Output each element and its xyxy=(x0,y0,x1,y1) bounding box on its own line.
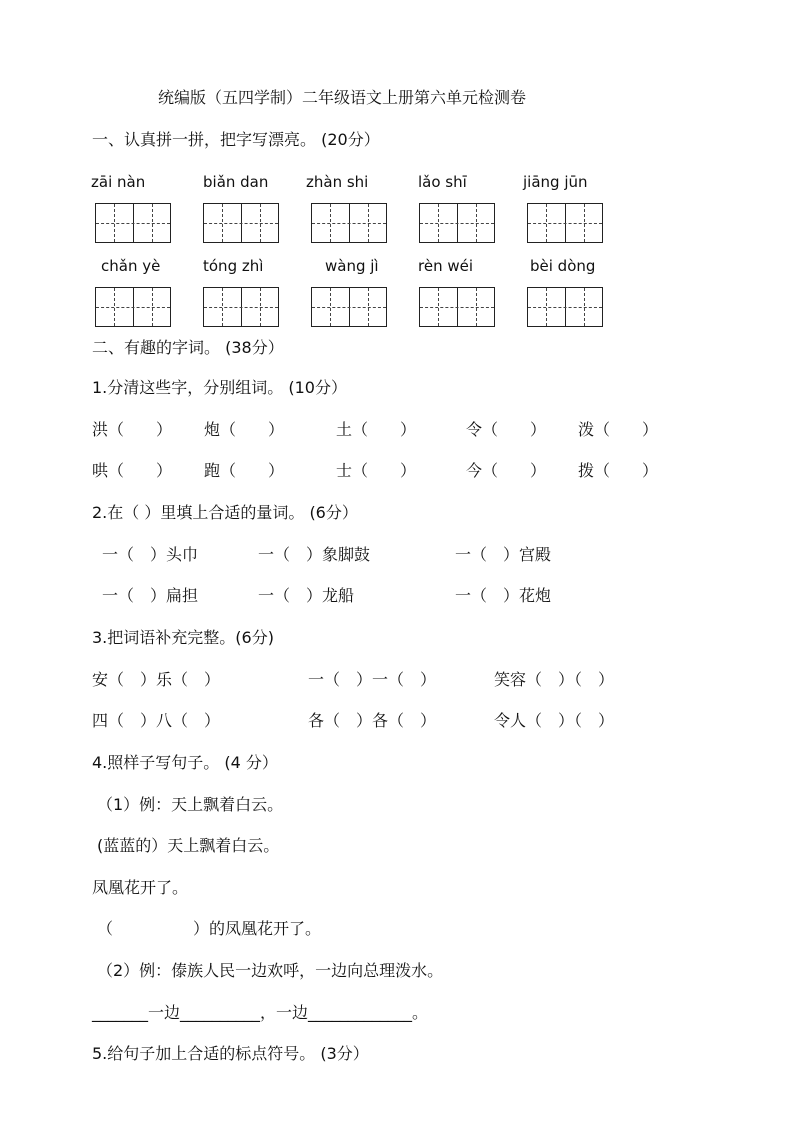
question-heading: 2.在（ ）里填上合适的量词。 (6分） xyxy=(92,503,358,522)
question-heading: 5.给句子加上合适的标点符号。 (3分） xyxy=(92,1044,369,1063)
writing-grid[interactable] xyxy=(95,287,171,327)
writing-grid[interactable] xyxy=(311,287,387,327)
pinyin-label: lǎo shī xyxy=(418,173,467,191)
measure-word-item: 一（ ）宫殿 xyxy=(455,545,552,564)
question-heading: 4.照样子写句子。 (4 分） xyxy=(92,753,278,772)
pinyin-label: biǎn dan xyxy=(203,173,269,191)
idiom-item: 安（ ）乐（ ） xyxy=(92,670,221,689)
word-item: 洪（ ） xyxy=(92,420,173,439)
word-item: 泼（ ） xyxy=(578,420,659,439)
question-heading: 1.分清这些字，分别组词。 (10分） xyxy=(92,378,347,397)
measure-word-item: 一（ ）象脚鼓 xyxy=(258,545,371,564)
writing-grid[interactable] xyxy=(311,203,387,243)
word-item: 令（ ） xyxy=(466,420,547,439)
writing-grid[interactable] xyxy=(527,287,603,327)
writing-grid[interactable] xyxy=(419,203,495,243)
pinyin-label: wàng jì xyxy=(325,257,379,275)
measure-word-item: 一（ ）花炮 xyxy=(455,586,552,605)
pinyin-label: rèn wéi xyxy=(418,257,474,275)
page-title: 统编版（五四学制）二年级语文上册第六单元检测卷 xyxy=(158,88,527,107)
pinyin-label: zāi nàn xyxy=(91,173,146,191)
writing-grid[interactable] xyxy=(203,287,279,327)
writing-grid[interactable] xyxy=(203,203,279,243)
idiom-item: 令人（ ）（ ） xyxy=(494,711,615,730)
section2-heading: 二、有趣的字词。 (38分） xyxy=(92,338,284,357)
pinyin-label: chǎn yè xyxy=(101,257,161,275)
word-item: 哄（ ） xyxy=(92,461,173,480)
measure-word-item: 一（ ）扁担 xyxy=(102,586,199,605)
pinyin-label: zhàn shi xyxy=(306,173,369,191)
writing-grid[interactable] xyxy=(527,203,603,243)
measure-word-item: 一（ ）头巾 xyxy=(102,545,199,564)
fill-blank-sentence[interactable]: （ ）的凤凰花开了。 xyxy=(97,919,322,938)
example-prompt: 凤凰花开了。 xyxy=(92,878,189,897)
word-item: 今（ ） xyxy=(466,461,547,480)
word-item: 跑（ ） xyxy=(204,461,285,480)
word-item: 土（ ） xyxy=(336,420,417,439)
pinyin-label: tóng zhì xyxy=(203,257,264,275)
fill-blank-sentence[interactable]: _______一边__________，一边_____________。 xyxy=(92,1003,429,1022)
idiom-item: 一（ ）一（ ） xyxy=(308,670,437,689)
pinyin-label: jiāng jūn xyxy=(523,173,588,191)
idiom-item: 四（ ）八（ ） xyxy=(92,711,221,730)
example-answer: (蓝蓝的）天上飘着白云。 xyxy=(97,836,280,855)
word-item: 拨（ ） xyxy=(578,461,659,480)
question-heading: 3.把词语补充完整。(6分) xyxy=(92,628,274,647)
writing-grid[interactable] xyxy=(419,287,495,327)
example-label: （1）例：天上飘着白云。 xyxy=(97,795,284,814)
writing-grid[interactable] xyxy=(95,203,171,243)
idiom-item: 笑容（ ）（ ） xyxy=(494,670,615,689)
pinyin-label: bèi dòng xyxy=(530,257,596,275)
idiom-item: 各（ ）各（ ） xyxy=(308,711,437,730)
example-label: （2）例：傣族人民一边欢呼，一边向总理泼水。 xyxy=(97,961,444,980)
word-item: 炮（ ） xyxy=(204,420,285,439)
section1-heading: 一、认真拼一拼，把字写漂亮。 (20分） xyxy=(92,130,380,149)
word-item: 士（ ） xyxy=(336,461,417,480)
measure-word-item: 一（ ）龙船 xyxy=(258,586,355,605)
